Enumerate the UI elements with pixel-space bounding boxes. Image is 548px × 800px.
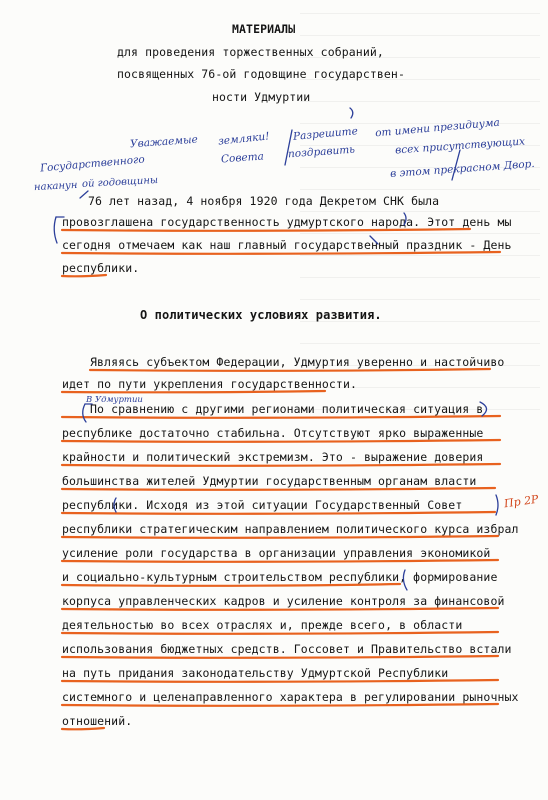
section-heading: О политических условиях развития. (140, 308, 382, 322)
handwritten-insert: В Удмуртии (86, 395, 143, 405)
handwritten-eve-2: ой годовщины (81, 175, 159, 190)
text-line: крайности и политический экстремизм. Это - выражение доверия (62, 450, 484, 464)
text-line: корпуса управленческих кадров и усиление контроля за финансовой (62, 594, 505, 608)
text-line: провозглашена государственность удмуртского народа. Этот день мы (62, 215, 512, 229)
handwritten-palace: в этом прекрасном Двор. (389, 157, 536, 181)
text-line: отношений. (62, 714, 133, 728)
text-line: идет по пути укрепления государственности. (62, 377, 357, 391)
text-line: 76 лет назад, 4 ноября 1920 года Декретом СНК была (88, 194, 440, 208)
handwritten-eve-1: наканун (33, 179, 78, 194)
text-line: использования бюджетных средств. Госсовет и Правительство встали (62, 642, 512, 656)
document-title: МАТЕРИАЛЫ (232, 22, 296, 36)
subtitle-line-1: для проведения торжественных собраний, (117, 45, 384, 59)
text-line: сегодня отмечаем как наш главный государственный праздник - День (62, 238, 512, 252)
subtitle-line-2: посвященных 76-ой годовщине государствен- (117, 67, 405, 81)
text-line: большинства жителей Удмуртии государственным органам власти (62, 474, 477, 488)
text-line: Являясь субъектом Федерации, Удмуртия уверенно и настойчиво (90, 355, 505, 369)
handwritten-gov-4: всех присутствующих (394, 135, 526, 157)
handwritten-gov-2: Совета (220, 150, 265, 166)
margin-note-red: Пр 2Р (503, 492, 540, 511)
handwritten-gov-1: Государственного (39, 153, 146, 175)
handwritten-greeting-1: Уважаемые (129, 133, 199, 151)
handwritten-gov-3: поздравить (287, 143, 356, 161)
text-line: и социально-культурным строительством республики, формирование (62, 570, 498, 584)
text-line: усиление роли государства в организации управления экономикой (62, 546, 491, 560)
text-line: республики. (62, 261, 140, 275)
text-line: республики стратегическим направлением политического курса избрал (62, 522, 519, 536)
text-line: системного и целенаправленного характера в регулировании рыночных (62, 690, 519, 704)
text-line: По сравнению с другими регионами политическая ситуация в (90, 402, 484, 416)
text-line: деятельностью во всех отраслях и, прежде всего, в области (62, 618, 463, 632)
handwritten-greeting-2: земляки! (217, 130, 271, 148)
handwritten-greeting-4: от имени президиума (374, 116, 501, 140)
text-line: республике достаточно стабильна. Отсутствуют ярко выраженные (62, 426, 484, 440)
subtitle-line-3: ности Удмуртии (212, 90, 311, 104)
handwritten-greeting-3: Разрешите (292, 125, 359, 143)
text-line: республики. Исходя из этой ситуации Государственный Совет (62, 498, 463, 512)
text-line: на путь придания законодательству Удмуртской Республики (62, 666, 449, 680)
